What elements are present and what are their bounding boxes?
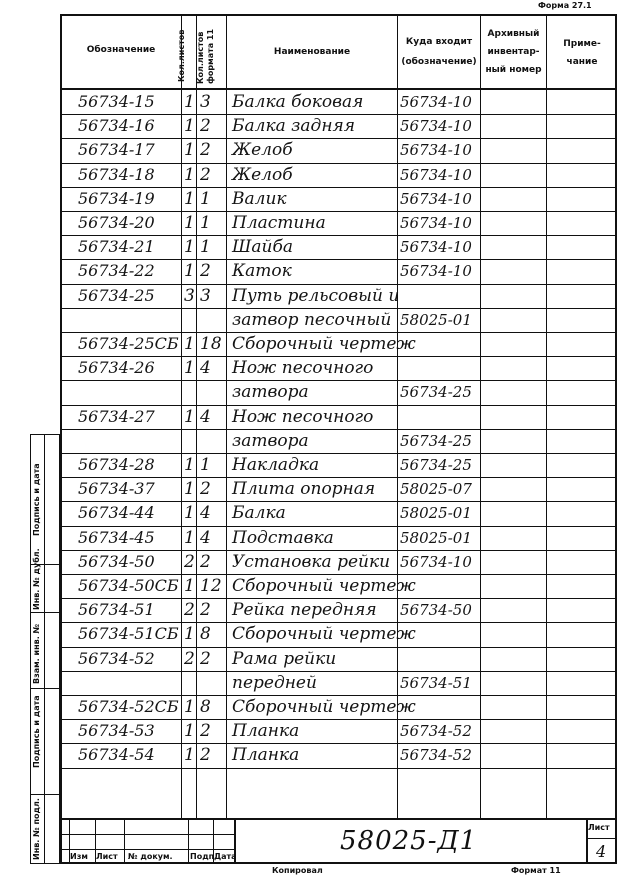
sheet-number: 4: [596, 842, 607, 861]
row-used-in: 56734-10: [400, 189, 472, 208]
sheet-label: Лист: [588, 823, 610, 832]
row-sheet-count-format: 2: [200, 721, 211, 742]
row-sheet-count-format: 2: [200, 140, 211, 161]
row-name: Сборочный чертеж: [232, 334, 416, 354]
form-label: Форма 27.1: [538, 1, 592, 10]
row-sheet-count-format: 8: [200, 624, 211, 645]
row-name: Сборочный чертеж: [232, 624, 416, 645]
row-sheet-count: 1: [184, 164, 195, 185]
header-note-2: чание: [566, 57, 598, 67]
row-name: Нож песочного: [232, 358, 374, 379]
row-sheet-count-format: 2: [200, 479, 211, 500]
header-sheet-count: Кол.листов: [177, 29, 186, 82]
row-designation: 56734-15: [78, 92, 155, 111]
row-divider: [60, 429, 617, 430]
row-sheet-count-format: 4: [200, 527, 211, 548]
row-sheet-count-format: 18: [200, 334, 222, 354]
row-sheet-count-format: 2: [200, 648, 211, 669]
row-sheet-count: 1: [184, 721, 195, 742]
row-sheet-count: 1: [184, 213, 195, 233]
footer-copied: Копировал: [272, 866, 323, 875]
row-sheet-count-format: 12: [200, 576, 222, 596]
row-sheet-count: 1: [184, 479, 195, 500]
row-name: Желоб: [232, 164, 293, 185]
row-used-in: 56734-51: [400, 673, 472, 692]
row-used-in: 56734-50: [400, 601, 472, 620]
row-designation: 56734-51СБ: [78, 624, 179, 644]
row-used-in: 58025-01: [400, 504, 472, 523]
title-col-list: Лист: [96, 852, 118, 861]
row-used-in: 56734-52: [400, 746, 472, 765]
row-sheet-count-format: 1: [200, 455, 211, 475]
row-designation: 56734-52: [78, 648, 155, 668]
row-sheet-count: 2: [184, 648, 195, 669]
row-divider: [60, 768, 617, 769]
header-archive-1: Архивный: [487, 29, 540, 39]
row-name: Валик: [232, 188, 287, 209]
row-sheet-count-format: 3: [200, 92, 211, 112]
row-sheet-count-format: 2: [200, 600, 211, 621]
row-used-in: 56734-10: [400, 552, 472, 571]
row-sheet-count: 1: [184, 745, 195, 766]
row-sheet-count-format: 4: [200, 503, 211, 524]
row-designation: 56734-28: [78, 455, 155, 474]
row-used-in: 58025-01: [400, 310, 472, 329]
row-name: Рейка передняя: [232, 600, 377, 621]
header-note-1: Приме-: [563, 39, 601, 49]
row-sheet-count-format: 4: [200, 358, 211, 379]
row-name: Планка: [232, 721, 300, 742]
row-designation: 56734-21: [78, 237, 155, 257]
row-sheet-count-format: 2: [200, 164, 211, 185]
row-used-in: 56734-52: [400, 722, 472, 741]
row-sheet-count: 2: [184, 600, 195, 621]
row-sheet-count: 1: [184, 188, 195, 209]
row-used-in: 56734-10: [400, 238, 472, 257]
row-sheet-count: 1: [184, 92, 195, 112]
row-sheet-count-format: 2: [200, 551, 211, 572]
row-used-in: 56734-10: [400, 165, 472, 184]
header-name: Наименование: [273, 47, 351, 57]
row-used-in: 56734-10: [400, 117, 472, 136]
row-designation: 56734-19: [78, 188, 155, 208]
side-label-sign-date: Подпись и дата: [32, 695, 41, 768]
row-name: Нож песочного: [232, 406, 374, 427]
row-sheet-count: 3: [184, 285, 195, 306]
row-name: Накладка: [232, 455, 320, 475]
row-used-in: 56734-10: [400, 214, 472, 232]
row-name: затвора: [232, 430, 309, 451]
row-name: Пластина: [232, 213, 326, 233]
row-sheet-count-format: 1: [200, 213, 211, 233]
row-name: Балка задняя: [232, 116, 356, 137]
row-designation: 56734-22: [78, 261, 155, 281]
title-col-izm: Изм: [70, 852, 88, 861]
header-where-used-2: (обозначение): [401, 57, 477, 67]
row-designation: 56734-25: [78, 285, 155, 305]
row-divider: [60, 380, 617, 381]
row-sheet-count: 1: [184, 576, 195, 596]
row-name: Рама рейки: [232, 648, 337, 669]
header-archive-3: ный номер: [485, 65, 542, 75]
row-used-in: 56734-10: [400, 141, 472, 160]
row-sheet-count: 1: [184, 116, 195, 137]
row-used-in: 56734-25: [400, 383, 472, 402]
header-where-used-1: Куда входит: [405, 37, 473, 47]
row-sheet-count-format: 2: [200, 745, 211, 766]
row-name: Желоб: [232, 140, 293, 161]
row-sheet-count: 1: [184, 455, 195, 475]
row-divider: [60, 671, 617, 672]
row-used-in: 56734-25: [400, 431, 472, 450]
side-label-replaces-inv: Взам. инв. №: [32, 623, 41, 684]
title-col-doc: № докум.: [128, 852, 173, 861]
row-designation: 56734-25СБ: [78, 334, 179, 353]
row-sheet-count: 2: [184, 551, 195, 572]
row-sheet-count-format: 1: [200, 237, 211, 258]
row-used-in: 56734-10: [400, 93, 472, 111]
row-designation: 56734-51: [78, 600, 155, 620]
row-sheet-count-format: 2: [200, 261, 211, 282]
row-designation: 56734-17: [78, 140, 155, 160]
row-name: Шайба: [232, 237, 293, 258]
header-designation: Обозначение: [86, 45, 156, 55]
document-number: 58025-Д1: [340, 826, 478, 856]
row-designation: 56734-54: [78, 745, 155, 765]
row-name: Планка: [232, 745, 300, 766]
row-used-in: 58025-07: [400, 480, 472, 499]
title-col-sign: Подп.: [190, 852, 218, 861]
header-archive-2: инвентар-: [487, 47, 540, 57]
footer-format: Формат 11: [511, 866, 561, 875]
row-used-in: 56734-10: [400, 262, 472, 281]
row-sheet-count: 1: [184, 624, 195, 645]
side-label-inv-dup: Инв. № дубл.: [32, 548, 41, 610]
row-sheet-count: 1: [184, 140, 195, 161]
row-name: Установка рейки: [232, 551, 391, 572]
row-designation: 56734-18: [78, 164, 155, 184]
row-used-in: 58025-01: [400, 528, 472, 547]
row-designation: 56734-52СБ: [78, 697, 179, 716]
row-name: Сборочный чертеж: [232, 697, 416, 717]
row-designation: 56734-50: [78, 551, 155, 571]
row-name: Плита опорная: [232, 479, 376, 500]
row-sheet-count-format: 4: [200, 406, 211, 427]
row-name: передней: [232, 672, 317, 693]
row-sheet-count: 1: [184, 237, 195, 258]
row-sheet-count: 1: [184, 406, 195, 427]
header-sheet-count-format: Кол.листов формата 11: [196, 28, 215, 84]
row-designation: 56734-53: [78, 721, 155, 741]
row-name: Балка боковая: [232, 92, 364, 112]
row-designation: 56734-26: [78, 358, 155, 378]
row-sheet-count-format: 1: [200, 188, 211, 209]
row-sheet-count: 1: [184, 261, 195, 282]
row-sheet-count: 1: [184, 527, 195, 548]
row-name: Путь рельсовый и: [232, 285, 400, 306]
row-designation: 56734-20: [78, 213, 155, 232]
row-designation: 56734-27: [78, 406, 155, 426]
row-designation: 56734-16: [78, 116, 155, 136]
row-sheet-count: 1: [184, 697, 195, 717]
row-name: Подставка: [232, 527, 334, 548]
row-name: затвора: [232, 382, 309, 403]
row-sheet-count-format: 3: [200, 285, 211, 306]
row-name: Балка: [232, 503, 286, 524]
row-name: Каток: [232, 261, 292, 282]
row-sheet-count-format: 2: [200, 116, 211, 137]
row-sheet-count: 1: [184, 334, 195, 354]
side-label-sign-date-top: Подпись и дата: [32, 463, 41, 536]
row-designation: 56734-37: [78, 479, 155, 499]
title-col-date: Дата: [214, 852, 237, 861]
side-label-inv-orig: Инв. № подл.: [32, 798, 41, 860]
row-name: затвор песочный: [232, 309, 392, 330]
row-sheet-count-format: 8: [200, 697, 211, 717]
row-designation: 56734-50СБ: [78, 576, 179, 595]
row-designation: 56734-44: [78, 503, 155, 523]
row-sheet-count: 1: [184, 503, 195, 524]
side-strip-divider: [44, 434, 45, 864]
row-name: Сборочный чертеж: [232, 576, 416, 596]
row-used-in: 56734-25: [400, 456, 472, 474]
row-designation: 56734-45: [78, 527, 155, 547]
row-sheet-count: 1: [184, 358, 195, 379]
